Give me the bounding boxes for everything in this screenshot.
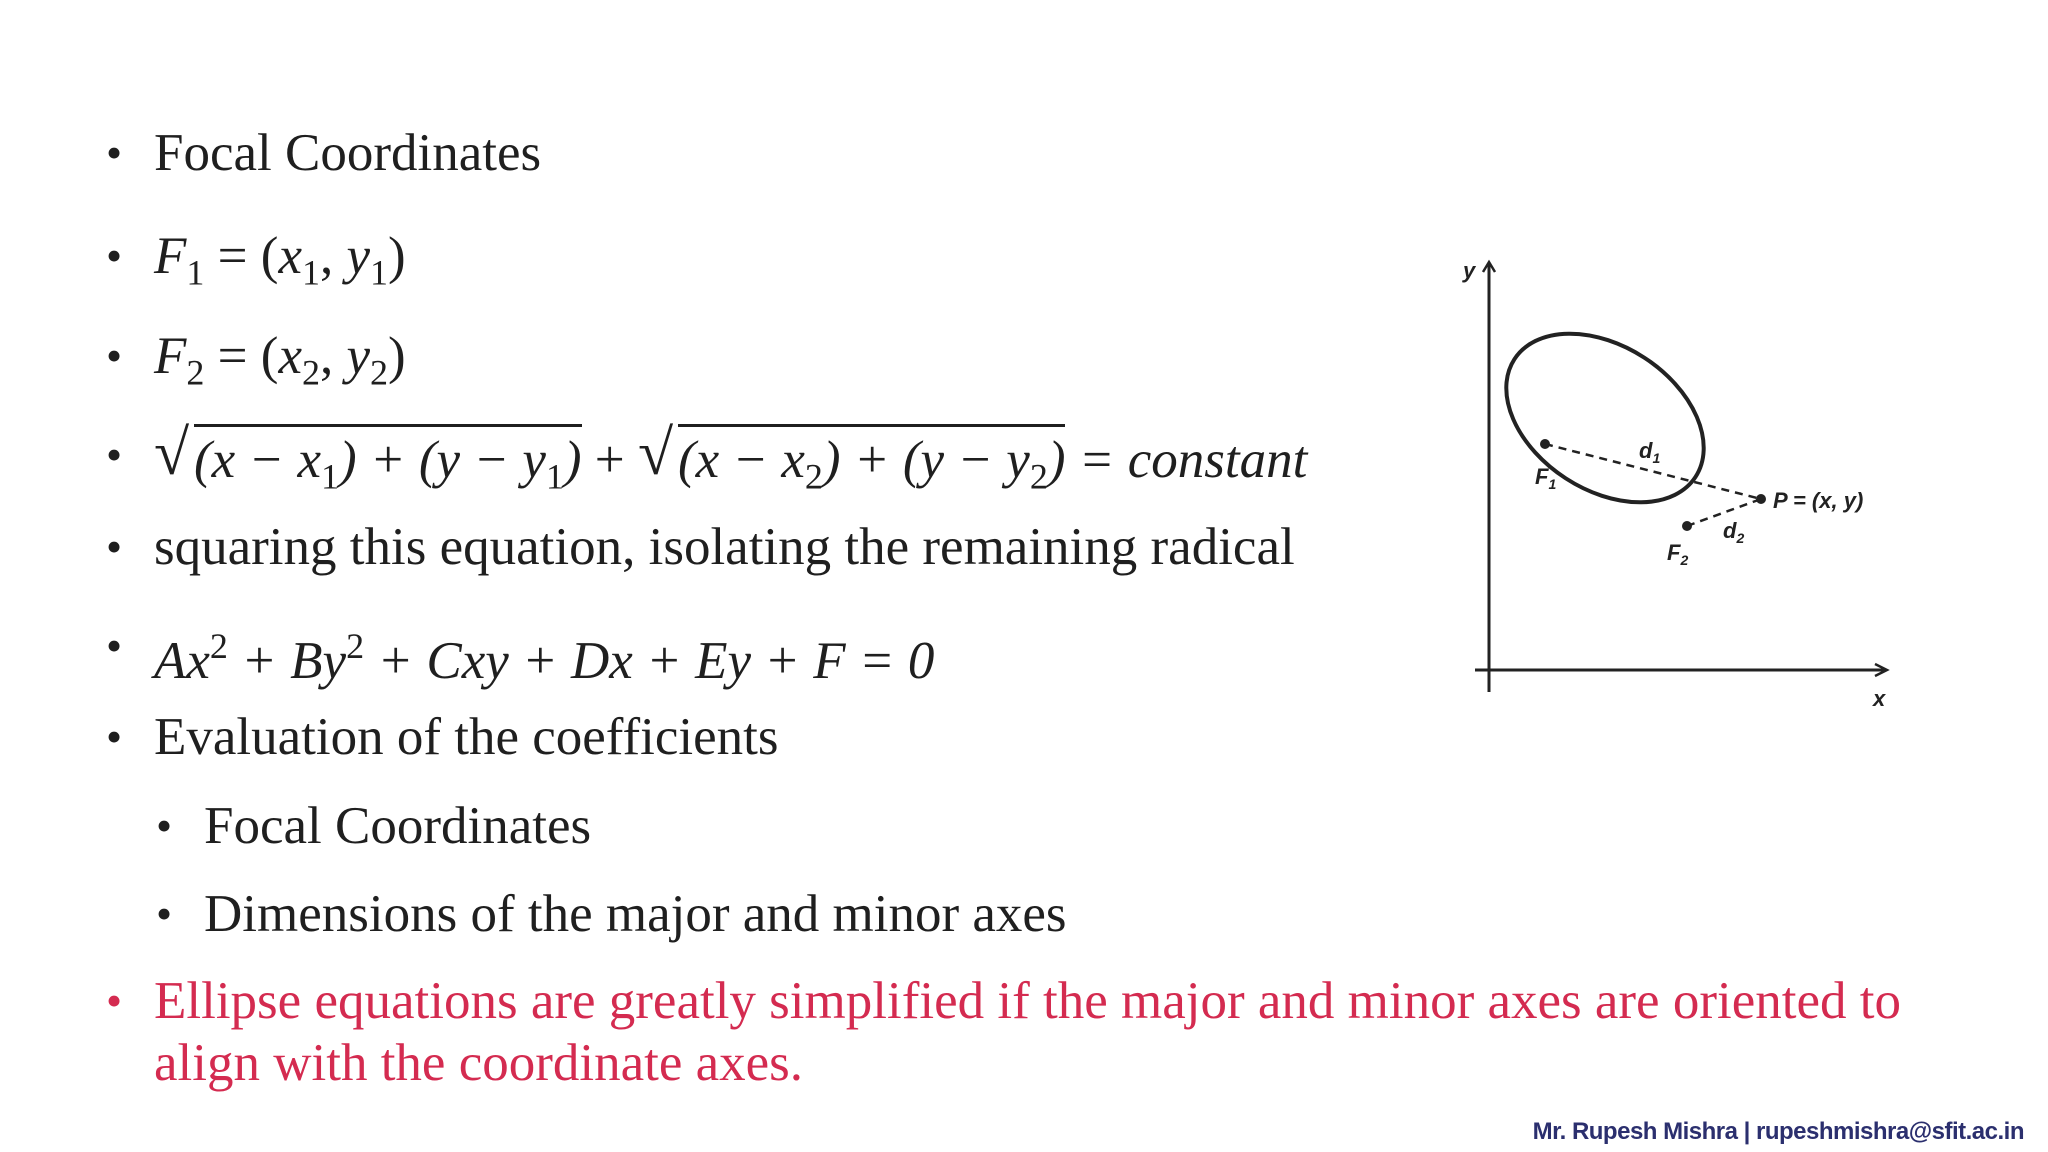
bullet-dot: • bbox=[106, 975, 123, 1026]
d2-label: $d_2$ bbox=[1723, 518, 1745, 546]
bullet-text: Focal Coordinates bbox=[204, 797, 592, 855]
radical-2: √ $(x - x_2) + (y - y_2)$ bbox=[638, 424, 1066, 508]
general-equation: $Ax^2 + By^2$ + Cxy + Dx + Ey + F = 0 bbox=[154, 626, 935, 690]
bullet-dot: • bbox=[106, 330, 123, 381]
bullet-text: Evaluation of the coefficients bbox=[154, 708, 779, 766]
x-axis-label: x bbox=[1873, 686, 1886, 711]
bullet-dot: • bbox=[106, 127, 123, 178]
ellipse-diagram bbox=[1455, 250, 1925, 720]
radical-1: √ $(x - x_1) + (y - y_1)$ bbox=[154, 424, 582, 508]
bullet-dot: • bbox=[106, 521, 123, 572]
p-label: P = (x, y) bbox=[1773, 488, 1864, 513]
ellipse-shape bbox=[1475, 299, 1735, 537]
bullet-dot: • bbox=[106, 711, 123, 762]
bullet-dot: • bbox=[106, 429, 123, 480]
bullet-text: Dimensions of the major and minor axes bbox=[204, 885, 1067, 943]
f2-label: $F_2$ bbox=[1667, 540, 1689, 568]
d1-label: $d_1$ bbox=[1639, 438, 1661, 466]
bullet-text: Focal Coordinates bbox=[154, 124, 542, 182]
y-axis-label: y bbox=[1463, 258, 1476, 283]
bullet-dot: • bbox=[156, 888, 173, 939]
f1-label: $F_1$ bbox=[1535, 464, 1557, 492]
bullet-dot: • bbox=[106, 620, 123, 671]
f1-equation: $F_1 = (x_1$, $y_1$) bbox=[154, 227, 406, 293]
bullet-dot: • bbox=[106, 230, 123, 281]
f2-equation: $F_2 = (x_2$, $y_2$) bbox=[154, 327, 406, 393]
bullet-text: Ellipse equations are greatly simplified if the major and minor axes are oriented to align with the coordinate axes. bbox=[154, 972, 1901, 1092]
bullet-text: squaring this equation, isolating the remaining radical bbox=[154, 518, 1295, 576]
bullet-dot: • bbox=[156, 800, 173, 851]
distance-equation: √ $(x - x_1) + (y - y_1)$ + √ $(x - x_2) + (y - y_2)$ = constant bbox=[154, 424, 1307, 508]
footer-credit: Mr. Rupesh Mishra | rupeshmishra@sfit.ac.in bbox=[1532, 1118, 2024, 1145]
